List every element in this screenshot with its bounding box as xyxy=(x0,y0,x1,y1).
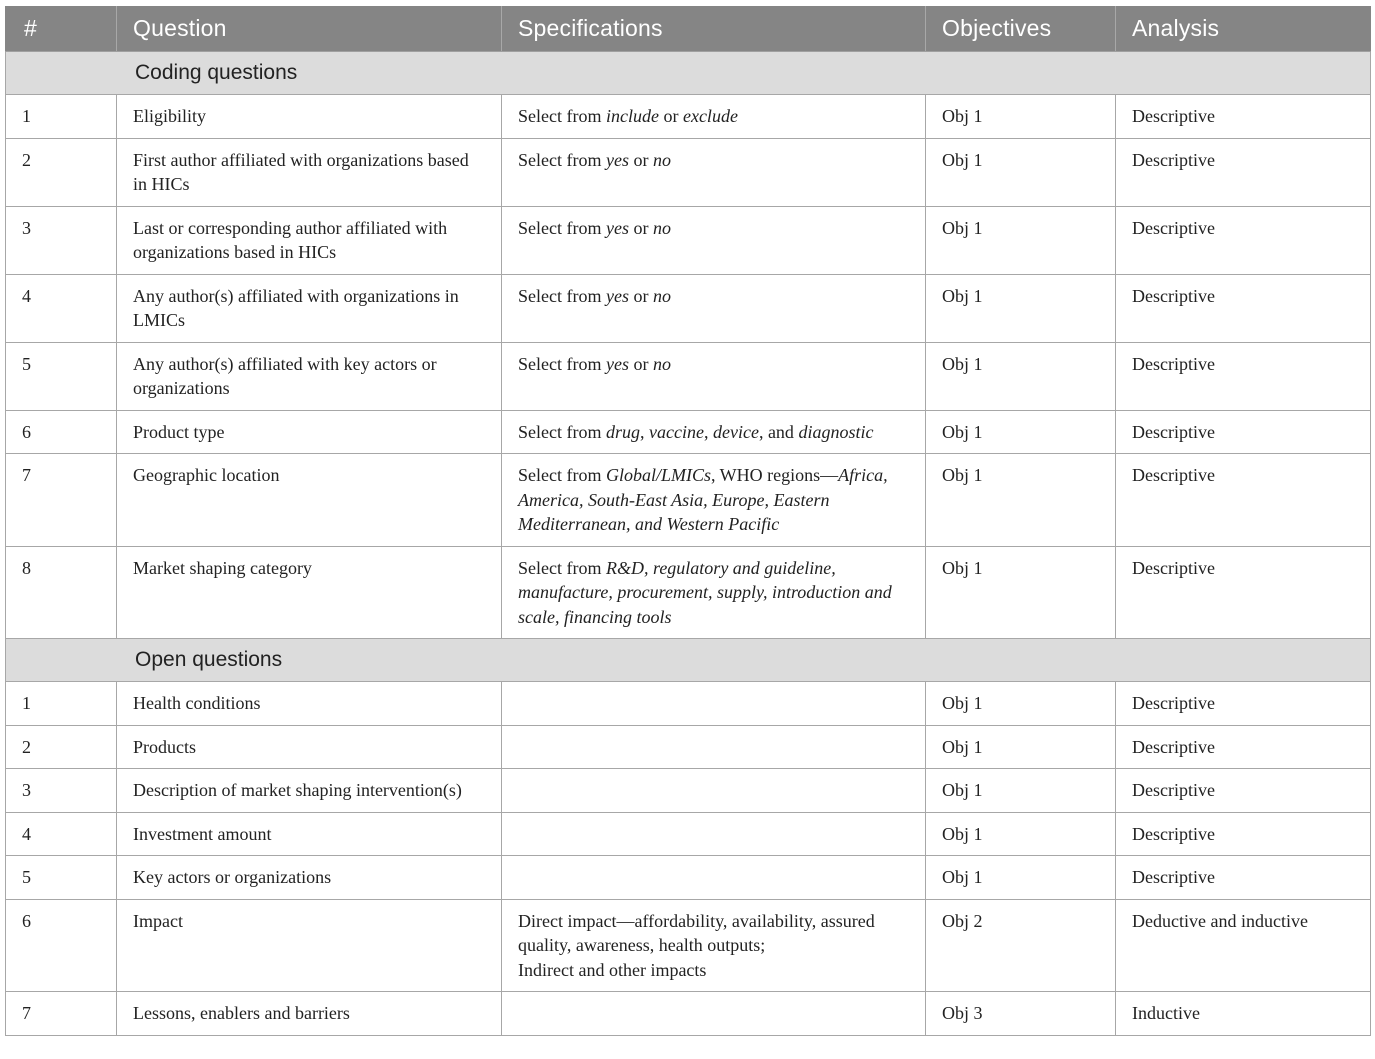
question-cell: Lessons, enablers and barriers xyxy=(117,992,502,1036)
spec-segment: Select from xyxy=(518,353,606,374)
row-number: 5 xyxy=(6,342,117,410)
header-num: # xyxy=(6,6,117,52)
question-cell: Geographic location xyxy=(117,454,502,547)
spec-segment: , WHO regions— xyxy=(711,465,839,485)
spec-segment: Select from xyxy=(518,557,606,578)
question-cell: Impact xyxy=(117,899,502,992)
row-number: 6 xyxy=(6,410,117,454)
specification-cell xyxy=(502,769,926,813)
row-number: 7 xyxy=(6,992,117,1036)
analysis-cell: Descriptive xyxy=(1116,682,1371,726)
question-cell: First author affiliated with organizations based in HICs xyxy=(117,138,502,206)
objective-cell: Obj 1 xyxy=(926,410,1116,454)
section-title: Coding questions xyxy=(6,52,1371,95)
table-row xyxy=(6,546,1371,639)
table-row xyxy=(6,725,1371,769)
row-number: 7 xyxy=(6,454,117,547)
row-number: 1 xyxy=(6,682,117,726)
analysis-cell: Descriptive xyxy=(1116,206,1371,274)
row-number: 5 xyxy=(6,856,117,900)
analysis-cell: Inductive xyxy=(1116,992,1371,1036)
table-row xyxy=(6,342,1371,410)
table-row xyxy=(6,812,1371,856)
table-row xyxy=(6,682,1371,726)
table-body xyxy=(6,52,1371,1036)
spec-segment: no xyxy=(652,353,671,374)
row-number: 4 xyxy=(6,274,117,342)
analysis-cell: Descriptive xyxy=(1116,769,1371,813)
spec-segment: device xyxy=(712,421,759,442)
objective-cell: Obj 1 xyxy=(926,206,1116,274)
row-number: 4 xyxy=(6,812,117,856)
section-row xyxy=(6,639,1371,682)
specification-cell xyxy=(502,992,926,1036)
question-cell: Market shaping category xyxy=(117,546,502,639)
spec-segment: or xyxy=(658,106,683,126)
objective-cell: Obj 1 xyxy=(926,342,1116,410)
analysis-cell: Descriptive xyxy=(1116,454,1371,547)
table-row xyxy=(6,138,1371,206)
spec-segment: R&D, regulatory and guideline, manufacture, procurement, supply, introduction and scale, financing tools xyxy=(518,557,892,627)
spec-segment: yes xyxy=(605,149,629,170)
spec-segment: drug xyxy=(605,421,640,442)
spec-segment: Select from xyxy=(518,465,606,485)
row-number: 3 xyxy=(6,206,117,274)
spec-segment: or xyxy=(628,285,653,306)
table-row xyxy=(6,95,1371,139)
objective-cell: Obj 1 xyxy=(926,856,1116,900)
spec-segment: yes xyxy=(605,353,629,374)
analysis-cell: Descriptive xyxy=(1116,274,1371,342)
row-number: 8 xyxy=(6,546,117,639)
objective-cell: Obj 1 xyxy=(926,546,1116,639)
analysis-cell: Descriptive xyxy=(1116,138,1371,206)
question-cell: Key actors or organizations xyxy=(117,856,502,900)
specification-cell xyxy=(502,856,926,900)
header-objectives: Objectives xyxy=(926,6,1116,52)
spec-segment: diagnostic xyxy=(798,421,874,442)
spec-segment: Select from xyxy=(518,149,606,170)
question-cell: Investment amount xyxy=(117,812,502,856)
spec-segment: no xyxy=(652,217,671,238)
objective-cell: Obj 2 xyxy=(926,899,1116,992)
spec-segment: yes xyxy=(605,217,629,238)
spec-segment: Select from xyxy=(518,217,606,238)
spec-segment: no xyxy=(652,285,671,306)
specification-cell xyxy=(502,899,926,992)
spec-segment: Select from xyxy=(518,421,606,442)
spec-segment: Select from xyxy=(518,285,606,306)
spec-segment: , and xyxy=(758,421,799,442)
spec-segment: , xyxy=(640,421,649,442)
specification-cell xyxy=(502,725,926,769)
analysis-cell: Deductive and inductive xyxy=(1116,899,1371,992)
analysis-cell: Descriptive xyxy=(1116,95,1371,139)
spec-segment: Direct impact—affordability, availability, assured quality, awareness, health outputs; Indirect and other impacts xyxy=(518,910,875,980)
question-cell: Products xyxy=(117,725,502,769)
objective-cell: Obj 1 xyxy=(926,769,1116,813)
objective-cell: Obj 1 xyxy=(926,682,1116,726)
row-number: 3 xyxy=(6,769,117,813)
question-cell: Description of market shaping intervention(s) xyxy=(117,769,502,813)
specification-cell xyxy=(502,682,926,726)
analysis-cell: Descriptive xyxy=(1116,725,1371,769)
spec-segment: yes xyxy=(605,285,629,306)
row-number: 1 xyxy=(6,95,117,139)
specification-cell xyxy=(502,546,926,639)
spec-segment: Global/LMICs xyxy=(605,465,711,485)
analysis-cell: Descriptive xyxy=(1116,856,1371,900)
specification-cell xyxy=(502,342,926,410)
header-row xyxy=(6,6,1371,52)
table-row xyxy=(6,410,1371,454)
spec-segment: Africa, America, South-East Asia, Europe, Eastern Mediterranean, and Western Pacific xyxy=(518,465,888,534)
objective-cell: Obj 1 xyxy=(926,725,1116,769)
table-row xyxy=(6,769,1371,813)
section-title: Open questions xyxy=(6,639,1371,682)
question-cell: Health conditions xyxy=(117,682,502,726)
spec-segment: include xyxy=(605,106,659,126)
analysis-cell: Descriptive xyxy=(1116,546,1371,639)
table-row xyxy=(6,206,1371,274)
specification-cell xyxy=(502,274,926,342)
objective-cell: Obj 1 xyxy=(926,274,1116,342)
specification-cell xyxy=(502,812,926,856)
header-specifications: Specifications xyxy=(502,6,926,52)
objective-cell: Obj 1 xyxy=(926,454,1116,547)
analysis-cell: Descriptive xyxy=(1116,812,1371,856)
coding-table xyxy=(5,6,1371,1036)
header-question: Question xyxy=(117,6,502,52)
specification-cell xyxy=(502,206,926,274)
question-cell: Last or corresponding author affiliated with organizations based in HICs xyxy=(117,206,502,274)
specification-cell xyxy=(502,454,926,547)
spec-segment: , xyxy=(703,421,713,442)
question-cell: Product type xyxy=(117,410,502,454)
question-cell: Any author(s) affiliated with organizations in LMICs xyxy=(117,274,502,342)
objective-cell: Obj 1 xyxy=(926,812,1116,856)
row-number: 6 xyxy=(6,899,117,992)
spec-segment: or xyxy=(628,217,653,238)
spec-segment: or xyxy=(628,353,653,374)
spec-segment: no xyxy=(652,149,671,170)
question-cell: Any author(s) affiliated with key actors or organizations xyxy=(117,342,502,410)
spec-segment: vaccine xyxy=(649,421,704,442)
table-row xyxy=(6,992,1371,1036)
analysis-cell: Descriptive xyxy=(1116,342,1371,410)
header-analysis: Analysis xyxy=(1116,6,1371,52)
table-row xyxy=(6,454,1371,547)
spec-segment: exclude xyxy=(682,106,738,126)
row-number: 2 xyxy=(6,725,117,769)
table-row xyxy=(6,274,1371,342)
specification-cell xyxy=(502,95,926,139)
specification-cell xyxy=(502,138,926,206)
objective-cell: Obj 1 xyxy=(926,95,1116,139)
specification-cell xyxy=(502,410,926,454)
row-number: 2 xyxy=(6,138,117,206)
objective-cell: Obj 3 xyxy=(926,992,1116,1036)
objective-cell: Obj 1 xyxy=(926,138,1116,206)
spec-segment: Select from xyxy=(518,106,606,126)
question-cell: Eligibility xyxy=(117,95,502,139)
table-row xyxy=(6,899,1371,992)
analysis-cell: Descriptive xyxy=(1116,410,1371,454)
section-row xyxy=(6,52,1371,95)
table-row xyxy=(6,856,1371,900)
spec-segment: or xyxy=(628,149,653,170)
